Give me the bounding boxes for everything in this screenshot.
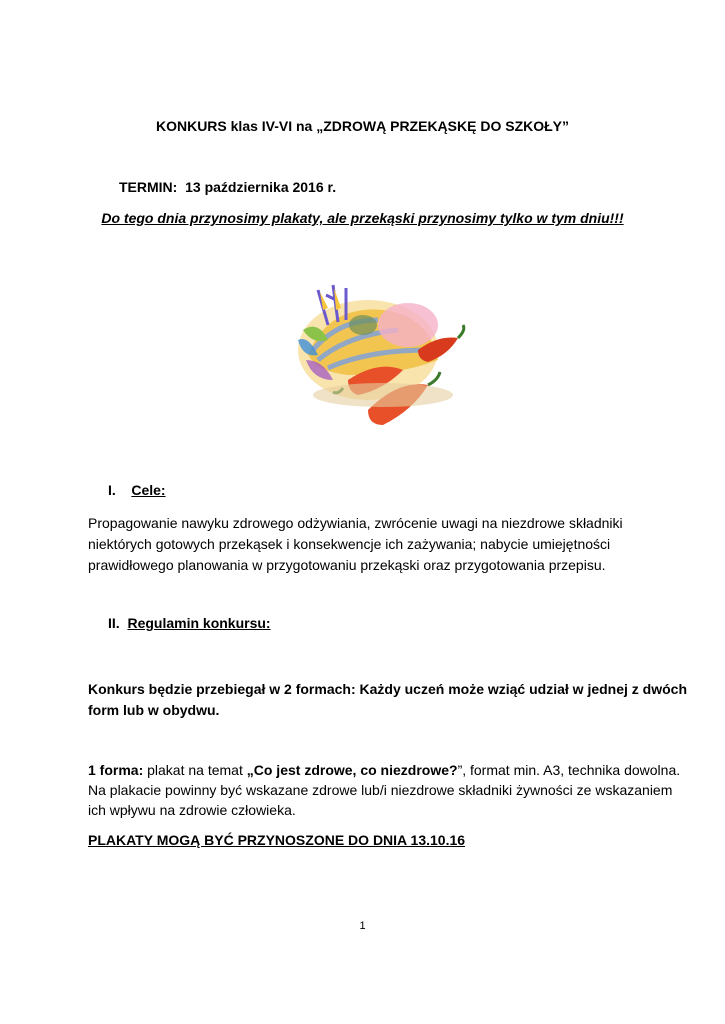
section-2-number: II. xyxy=(108,615,120,631)
deadline-line xyxy=(119,179,336,195)
illus-shadow xyxy=(313,383,453,407)
form-1-label: 1 forma: xyxy=(88,762,144,778)
form-1-paragraph xyxy=(88,760,688,820)
form-1-text-a: plakat na temat xyxy=(143,762,247,778)
illus-cabbage xyxy=(378,303,438,347)
section-1-number: I. xyxy=(108,482,116,498)
form-1-topic: „Co jest zdrowe, co niezdrowe? xyxy=(246,762,458,778)
form-1-text-b: ”, format min. A3, technika dowolna. Na plakacie powinny być wskazane zdrowe lub/i niezdrowe składniki żywności ze wskazaniem ich wpływu na zdrowie człowieka. xyxy=(88,762,681,818)
page-number: 1 xyxy=(359,920,366,932)
section-1-heading xyxy=(108,482,166,498)
termin-value: 13 października 2016 r. xyxy=(185,179,337,195)
vegetables-illustration xyxy=(288,280,478,430)
forms-paragraph: Konkurs będzie przebiegał w 2 formach: Każdy uczeń może wziąć udział w jednej z dwóch form lub w obydwu. xyxy=(88,681,688,718)
termin-label: TERMIN: xyxy=(119,179,178,195)
notice-text: Do tego dnia przynosimy plakaty, ale przekąski przynosimy tylko w tym dniu!!! xyxy=(101,210,624,226)
section-2-title: Regulamin konkursu: xyxy=(127,615,271,631)
goals-paragraph: Propagowanie nawyku zdrowego odżywiania, zwrócenie uwagi na niezdrowe składniki niektórych gotowych przekąsek i konsekwencje ich zażywania; nabycie umiejętności prawidłowego planowania w przygotowaniu przekąski oraz przygotowania przepisu. xyxy=(88,515,623,573)
page-title: KONKURS klas IV-VI na „ZDROWĄ PRZEKĄSKĘ DO SZKOŁY” xyxy=(155,118,570,134)
section-1-title: Cele: xyxy=(131,482,166,498)
section-2-heading xyxy=(108,615,271,631)
posters-deadline: PLAKATY MOGĄ BYĆ PRZYNOSZONE DO DNIA 13.10.16 xyxy=(88,832,466,848)
